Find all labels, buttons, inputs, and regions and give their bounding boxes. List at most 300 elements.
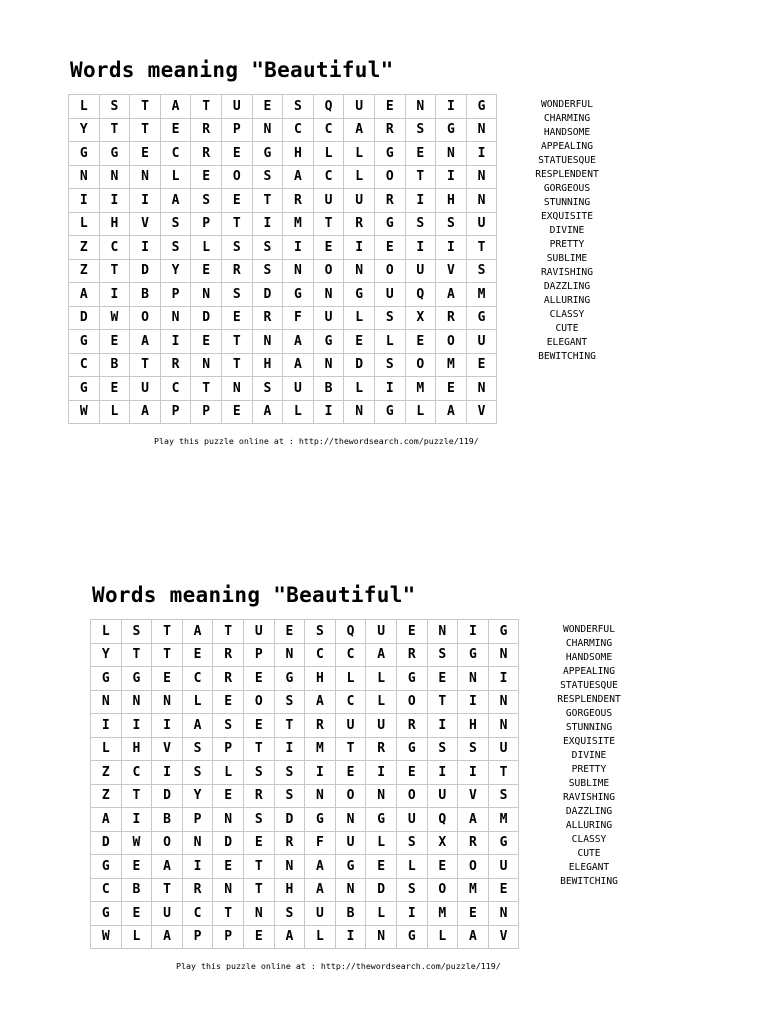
grid-cell[interactable]: C <box>183 902 214 926</box>
grid-cell[interactable]: S <box>244 808 275 832</box>
grid-cell[interactable]: L <box>366 832 397 856</box>
grid-cell[interactable]: S <box>253 260 284 284</box>
grid-cell[interactable]: A <box>344 119 375 143</box>
grid-cell[interactable]: Q <box>336 620 367 644</box>
grid-cell[interactable]: L <box>397 855 428 879</box>
grid-cell[interactable]: B <box>122 879 153 903</box>
grid-cell[interactable]: C <box>183 667 214 691</box>
grid-cell[interactable]: M <box>458 879 489 903</box>
grid-cell[interactable]: G <box>375 401 406 425</box>
grid-cell[interactable]: E <box>244 832 275 856</box>
grid-cell[interactable]: G <box>91 855 122 879</box>
grid-cell[interactable]: T <box>244 879 275 903</box>
grid-cell[interactable]: L <box>428 926 459 950</box>
grid-cell[interactable]: N <box>191 283 222 307</box>
grid-cell[interactable]: W <box>100 307 131 331</box>
grid-cell[interactable]: N <box>305 785 336 809</box>
grid-cell[interactable]: N <box>213 808 244 832</box>
grid-cell[interactable]: N <box>275 855 306 879</box>
grid-cell[interactable]: E <box>467 354 498 378</box>
grid-cell[interactable]: I <box>305 761 336 785</box>
grid-cell[interactable]: A <box>183 620 214 644</box>
grid-cell[interactable]: N <box>130 166 161 190</box>
grid-cell[interactable]: D <box>152 785 183 809</box>
grid-cell[interactable]: T <box>336 738 367 762</box>
grid-cell[interactable]: E <box>406 142 437 166</box>
grid-cell[interactable]: U <box>428 785 459 809</box>
grid-cell[interactable]: Y <box>91 644 122 668</box>
grid-cell[interactable]: C <box>314 119 345 143</box>
grid-cell[interactable]: S <box>375 354 406 378</box>
grid-cell[interactable]: I <box>283 236 314 260</box>
grid-cell[interactable]: T <box>122 785 153 809</box>
grid-cell[interactable]: S <box>305 620 336 644</box>
grid-cell[interactable]: H <box>283 142 314 166</box>
grid-cell[interactable]: I <box>161 330 192 354</box>
grid-cell[interactable]: O <box>406 354 437 378</box>
grid-cell[interactable]: E <box>152 667 183 691</box>
grid-cell[interactable]: I <box>336 926 367 950</box>
grid-cell[interactable]: E <box>458 902 489 926</box>
grid-cell[interactable]: N <box>366 785 397 809</box>
grid-cell[interactable]: I <box>152 714 183 738</box>
grid-cell[interactable]: U <box>314 307 345 331</box>
grid-cell[interactable]: S <box>100 95 131 119</box>
grid-cell[interactable]: G <box>253 142 284 166</box>
grid-cell[interactable]: G <box>366 808 397 832</box>
grid-cell[interactable]: E <box>366 855 397 879</box>
grid-cell[interactable]: E <box>122 855 153 879</box>
grid-cell[interactable]: M <box>467 283 498 307</box>
grid-cell[interactable]: N <box>213 879 244 903</box>
grid-cell[interactable]: P <box>161 283 192 307</box>
grid-cell[interactable]: S <box>275 902 306 926</box>
grid-cell[interactable]: D <box>191 307 222 331</box>
grid-cell[interactable]: G <box>467 307 498 331</box>
grid-cell[interactable]: D <box>69 307 100 331</box>
grid-cell[interactable]: D <box>213 832 244 856</box>
grid-cell[interactable]: B <box>100 354 131 378</box>
grid-cell[interactable]: A <box>305 855 336 879</box>
grid-cell[interactable]: H <box>458 714 489 738</box>
grid-cell[interactable]: I <box>467 142 498 166</box>
grid-cell[interactable]: B <box>130 283 161 307</box>
grid-cell[interactable]: X <box>406 307 437 331</box>
grid-cell[interactable]: I <box>458 761 489 785</box>
grid-cell[interactable]: P <box>222 119 253 143</box>
grid-cell[interactable]: N <box>253 330 284 354</box>
grid-cell[interactable]: T <box>130 119 161 143</box>
grid-cell[interactable]: L <box>366 691 397 715</box>
grid-cell[interactable]: T <box>191 95 222 119</box>
grid-cell[interactable]: N <box>467 377 498 401</box>
grid-cell[interactable]: E <box>375 236 406 260</box>
grid-cell[interactable]: G <box>100 142 131 166</box>
grid-cell[interactable]: U <box>344 95 375 119</box>
grid-cell[interactable]: H <box>305 667 336 691</box>
grid-cell[interactable]: S <box>183 761 214 785</box>
grid-cell[interactable]: P <box>183 808 214 832</box>
grid-cell[interactable]: I <box>436 95 467 119</box>
grid-cell[interactable]: R <box>344 213 375 237</box>
grid-cell[interactable]: W <box>91 926 122 950</box>
grid-cell[interactable]: S <box>244 761 275 785</box>
grid-cell[interactable]: L <box>344 142 375 166</box>
grid-cell[interactable]: U <box>489 738 520 762</box>
grid-cell[interactable]: S <box>428 738 459 762</box>
grid-cell[interactable]: N <box>366 926 397 950</box>
grid-cell[interactable]: I <box>69 189 100 213</box>
grid-cell[interactable]: I <box>314 401 345 425</box>
grid-cell[interactable]: N <box>91 691 122 715</box>
grid-cell[interactable]: U <box>366 714 397 738</box>
grid-cell[interactable]: A <box>305 691 336 715</box>
grid-cell[interactable]: T <box>152 879 183 903</box>
grid-cell[interactable]: L <box>161 166 192 190</box>
grid-cell[interactable]: L <box>283 401 314 425</box>
grid-cell[interactable]: I <box>428 761 459 785</box>
grid-cell[interactable]: G <box>336 855 367 879</box>
grid-cell[interactable]: O <box>314 260 345 284</box>
grid-cell[interactable]: H <box>122 738 153 762</box>
grid-cell[interactable]: S <box>489 785 520 809</box>
grid-cell[interactable]: O <box>397 691 428 715</box>
grid-cell[interactable]: E <box>314 236 345 260</box>
grid-cell[interactable]: G <box>314 330 345 354</box>
grid-cell[interactable]: N <box>122 691 153 715</box>
grid-cell[interactable]: S <box>191 189 222 213</box>
grid-cell[interactable]: G <box>375 142 406 166</box>
grid-cell[interactable]: U <box>305 902 336 926</box>
grid-cell[interactable]: R <box>253 307 284 331</box>
grid-cell[interactable]: G <box>305 808 336 832</box>
grid-cell[interactable]: L <box>91 738 122 762</box>
grid-cell[interactable]: U <box>375 283 406 307</box>
grid-cell[interactable]: N <box>489 902 520 926</box>
grid-cell[interactable]: R <box>191 119 222 143</box>
grid-cell[interactable]: S <box>275 761 306 785</box>
grid-cell[interactable]: L <box>100 401 131 425</box>
grid-cell[interactable]: C <box>283 119 314 143</box>
grid-cell[interactable]: N <box>152 691 183 715</box>
grid-cell[interactable]: S <box>183 738 214 762</box>
grid-cell[interactable]: R <box>213 667 244 691</box>
grid-cell[interactable]: U <box>467 213 498 237</box>
grid-cell[interactable]: U <box>489 855 520 879</box>
grid-cell[interactable]: U <box>244 620 275 644</box>
grid-cell[interactable]: T <box>130 354 161 378</box>
grid-cell[interactable]: M <box>428 902 459 926</box>
grid-cell[interactable]: E <box>222 189 253 213</box>
grid-cell[interactable]: U <box>222 95 253 119</box>
grid-cell[interactable]: W <box>69 401 100 425</box>
grid-cell[interactable]: E <box>375 95 406 119</box>
grid-cell[interactable]: Q <box>314 95 345 119</box>
grid-cell[interactable]: U <box>467 330 498 354</box>
grid-cell[interactable]: O <box>375 260 406 284</box>
grid-cell[interactable]: E <box>336 761 367 785</box>
grid-cell[interactable]: L <box>314 142 345 166</box>
grid-cell[interactable]: E <box>222 142 253 166</box>
grid-cell[interactable]: D <box>275 808 306 832</box>
grid-cell[interactable]: U <box>406 260 437 284</box>
grid-cell[interactable]: I <box>375 377 406 401</box>
grid-cell[interactable]: I <box>406 236 437 260</box>
grid-cell[interactable]: T <box>275 714 306 738</box>
grid-cell[interactable]: G <box>489 832 520 856</box>
grid-cell[interactable]: T <box>222 213 253 237</box>
grid-cell[interactable]: I <box>100 189 131 213</box>
grid-cell[interactable]: A <box>275 926 306 950</box>
grid-cell[interactable]: Z <box>91 761 122 785</box>
grid-cell[interactable]: E <box>244 714 275 738</box>
grid-cell[interactable]: U <box>314 189 345 213</box>
grid-cell[interactable]: Z <box>69 260 100 284</box>
grid-cell[interactable]: E <box>222 307 253 331</box>
grid-cell[interactable]: L <box>366 667 397 691</box>
grid-cell[interactable]: M <box>305 738 336 762</box>
grid-cell[interactable]: S <box>397 879 428 903</box>
grid-cell[interactable]: R <box>458 832 489 856</box>
grid-cell[interactable]: I <box>130 189 161 213</box>
grid-cell[interactable]: G <box>344 283 375 307</box>
grid-cell[interactable]: S <box>406 213 437 237</box>
grid-cell[interactable]: N <box>489 714 520 738</box>
grid-cell[interactable]: E <box>122 902 153 926</box>
grid-cell[interactable]: E <box>222 401 253 425</box>
grid-cell[interactable]: T <box>213 902 244 926</box>
grid-cell[interactable]: G <box>397 926 428 950</box>
grid-cell[interactable]: L <box>91 620 122 644</box>
grid-cell[interactable]: I <box>397 902 428 926</box>
grid-cell[interactable]: L <box>122 926 153 950</box>
grid-cell[interactable]: I <box>122 714 153 738</box>
grid-cell[interactable]: S <box>122 620 153 644</box>
grid-cell[interactable]: N <box>69 166 100 190</box>
grid-cell[interactable]: N <box>222 377 253 401</box>
grid-cell[interactable]: R <box>283 189 314 213</box>
grid-cell[interactable]: U <box>283 377 314 401</box>
grid-cell[interactable]: T <box>489 761 520 785</box>
grid-cell[interactable]: U <box>366 620 397 644</box>
grid-cell[interactable]: G <box>91 902 122 926</box>
grid-cell[interactable]: O <box>436 330 467 354</box>
grid-cell[interactable]: I <box>91 714 122 738</box>
grid-cell[interactable]: B <box>152 808 183 832</box>
grid-cell[interactable]: N <box>467 119 498 143</box>
grid-cell[interactable]: S <box>458 738 489 762</box>
grid-cell[interactable]: H <box>253 354 284 378</box>
grid-cell[interactable]: V <box>467 401 498 425</box>
grid-cell[interactable]: S <box>213 714 244 738</box>
grid-cell[interactable]: R <box>213 644 244 668</box>
grid-cell[interactable]: T <box>152 620 183 644</box>
grid-cell[interactable]: C <box>122 761 153 785</box>
grid-cell[interactable]: P <box>191 213 222 237</box>
grid-cell[interactable]: Y <box>69 119 100 143</box>
grid-cell[interactable]: S <box>253 166 284 190</box>
grid-cell[interactable]: N <box>467 166 498 190</box>
grid-cell[interactable]: T <box>222 354 253 378</box>
grid-cell[interactable]: N <box>344 260 375 284</box>
grid-cell[interactable]: T <box>100 119 131 143</box>
grid-cell[interactable]: L <box>375 330 406 354</box>
grid-cell[interactable]: L <box>406 401 437 425</box>
grid-cell[interactable]: R <box>275 832 306 856</box>
grid-cell[interactable]: T <box>406 166 437 190</box>
grid-cell[interactable]: N <box>436 142 467 166</box>
grid-cell[interactable]: I <box>275 738 306 762</box>
grid-cell[interactable]: I <box>152 761 183 785</box>
grid-cell[interactable]: E <box>344 330 375 354</box>
grid-cell[interactable]: O <box>458 855 489 879</box>
grid-cell[interactable]: D <box>344 354 375 378</box>
grid-cell[interactable]: C <box>314 166 345 190</box>
grid-cell[interactable]: L <box>69 95 100 119</box>
grid-cell[interactable]: V <box>489 926 520 950</box>
grid-cell[interactable]: G <box>275 667 306 691</box>
grid-cell[interactable]: N <box>183 832 214 856</box>
grid-cell[interactable]: D <box>130 260 161 284</box>
grid-cell[interactable]: P <box>244 644 275 668</box>
grid-cell[interactable]: S <box>222 283 253 307</box>
grid-cell[interactable]: G <box>69 330 100 354</box>
grid-cell[interactable]: T <box>130 95 161 119</box>
grid-cell[interactable]: Z <box>91 785 122 809</box>
grid-cell[interactable]: E <box>100 377 131 401</box>
grid-cell[interactable]: C <box>100 236 131 260</box>
grid-cell[interactable]: Q <box>428 808 459 832</box>
grid-cell[interactable]: S <box>222 236 253 260</box>
grid-cell[interactable]: G <box>69 142 100 166</box>
grid-cell[interactable]: L <box>344 166 375 190</box>
grid-cell[interactable]: I <box>100 283 131 307</box>
grid-cell[interactable]: A <box>130 401 161 425</box>
grid-cell[interactable]: P <box>183 926 214 950</box>
grid-cell[interactable]: I <box>344 236 375 260</box>
grid-cell[interactable]: O <box>152 832 183 856</box>
grid-cell[interactable]: S <box>406 119 437 143</box>
grid-cell[interactable]: B <box>314 377 345 401</box>
grid-cell[interactable]: S <box>397 832 428 856</box>
grid-cell[interactable]: L <box>344 307 375 331</box>
grid-cell[interactable]: Y <box>161 260 192 284</box>
grid-cell[interactable]: A <box>366 644 397 668</box>
grid-cell[interactable]: A <box>436 283 467 307</box>
grid-cell[interactable]: E <box>397 761 428 785</box>
grid-cell[interactable]: L <box>213 761 244 785</box>
grid-cell[interactable]: G <box>91 667 122 691</box>
grid-cell[interactable]: S <box>428 644 459 668</box>
grid-cell[interactable]: C <box>161 142 192 166</box>
grid-cell[interactable]: E <box>213 785 244 809</box>
grid-cell[interactable]: I <box>428 714 459 738</box>
grid-cell[interactable]: M <box>436 354 467 378</box>
grid-cell[interactable]: E <box>406 330 437 354</box>
grid-cell[interactable]: E <box>183 644 214 668</box>
grid-cell[interactable]: G <box>375 213 406 237</box>
grid-cell[interactable]: T <box>253 189 284 213</box>
grid-cell[interactable]: N <box>344 401 375 425</box>
grid-cell[interactable]: L <box>305 926 336 950</box>
grid-cell[interactable]: L <box>191 236 222 260</box>
grid-cell[interactable]: A <box>91 808 122 832</box>
grid-cell[interactable]: C <box>336 691 367 715</box>
grid-cell[interactable]: O <box>397 785 428 809</box>
grid-cell[interactable]: A <box>161 189 192 213</box>
grid-cell[interactable]: S <box>253 377 284 401</box>
grid-cell[interactable]: T <box>428 691 459 715</box>
grid-cell[interactable]: I <box>458 620 489 644</box>
grid-cell[interactable]: A <box>130 330 161 354</box>
grid-cell[interactable]: N <box>314 283 345 307</box>
grid-cell[interactable]: A <box>69 283 100 307</box>
grid-cell[interactable]: D <box>366 879 397 903</box>
grid-cell[interactable]: O <box>130 307 161 331</box>
grid-cell[interactable]: C <box>305 644 336 668</box>
grid-cell[interactable]: R <box>436 307 467 331</box>
grid-cell[interactable]: E <box>191 260 222 284</box>
grid-cell[interactable]: P <box>213 926 244 950</box>
grid-cell[interactable]: D <box>253 283 284 307</box>
grid-cell[interactable]: N <box>336 879 367 903</box>
grid-cell[interactable]: A <box>253 401 284 425</box>
grid-cell[interactable]: E <box>275 620 306 644</box>
grid-cell[interactable]: L <box>366 902 397 926</box>
grid-cell[interactable]: N <box>244 902 275 926</box>
grid-cell[interactable]: N <box>458 667 489 691</box>
grid-cell[interactable]: S <box>283 95 314 119</box>
grid-cell[interactable]: T <box>222 330 253 354</box>
grid-cell[interactable]: A <box>305 879 336 903</box>
grid-cell[interactable]: E <box>100 330 131 354</box>
grid-cell[interactable]: X <box>428 832 459 856</box>
grid-cell[interactable]: C <box>69 354 100 378</box>
grid-cell[interactable]: A <box>283 166 314 190</box>
grid-cell[interactable]: M <box>283 213 314 237</box>
grid-cell[interactable]: U <box>152 902 183 926</box>
grid-cell[interactable]: A <box>161 95 192 119</box>
grid-cell[interactable]: O <box>336 785 367 809</box>
grid-cell[interactable]: E <box>253 95 284 119</box>
grid-cell[interactable]: A <box>283 330 314 354</box>
grid-cell[interactable]: V <box>130 213 161 237</box>
grid-cell[interactable]: E <box>397 620 428 644</box>
grid-cell[interactable]: G <box>122 667 153 691</box>
grid-cell[interactable]: L <box>344 377 375 401</box>
grid-cell[interactable]: M <box>489 808 520 832</box>
grid-cell[interactable]: N <box>336 808 367 832</box>
grid-cell[interactable]: E <box>213 855 244 879</box>
grid-cell[interactable]: G <box>397 738 428 762</box>
grid-cell[interactable]: S <box>161 213 192 237</box>
grid-cell[interactable]: R <box>161 354 192 378</box>
grid-cell[interactable]: R <box>366 738 397 762</box>
grid-cell[interactable]: L <box>69 213 100 237</box>
grid-cell[interactable]: T <box>244 738 275 762</box>
grid-cell[interactable]: T <box>244 855 275 879</box>
grid-cell[interactable]: I <box>489 667 520 691</box>
grid-cell[interactable]: S <box>436 213 467 237</box>
grid-cell[interactable]: Y <box>183 785 214 809</box>
grid-cell[interactable]: A <box>436 401 467 425</box>
grid-cell[interactable]: I <box>458 691 489 715</box>
grid-cell[interactable]: G <box>458 644 489 668</box>
grid-cell[interactable]: L <box>336 667 367 691</box>
grid-cell[interactable]: O <box>428 879 459 903</box>
grid-cell[interactable]: N <box>489 691 520 715</box>
grid-cell[interactable]: I <box>366 761 397 785</box>
